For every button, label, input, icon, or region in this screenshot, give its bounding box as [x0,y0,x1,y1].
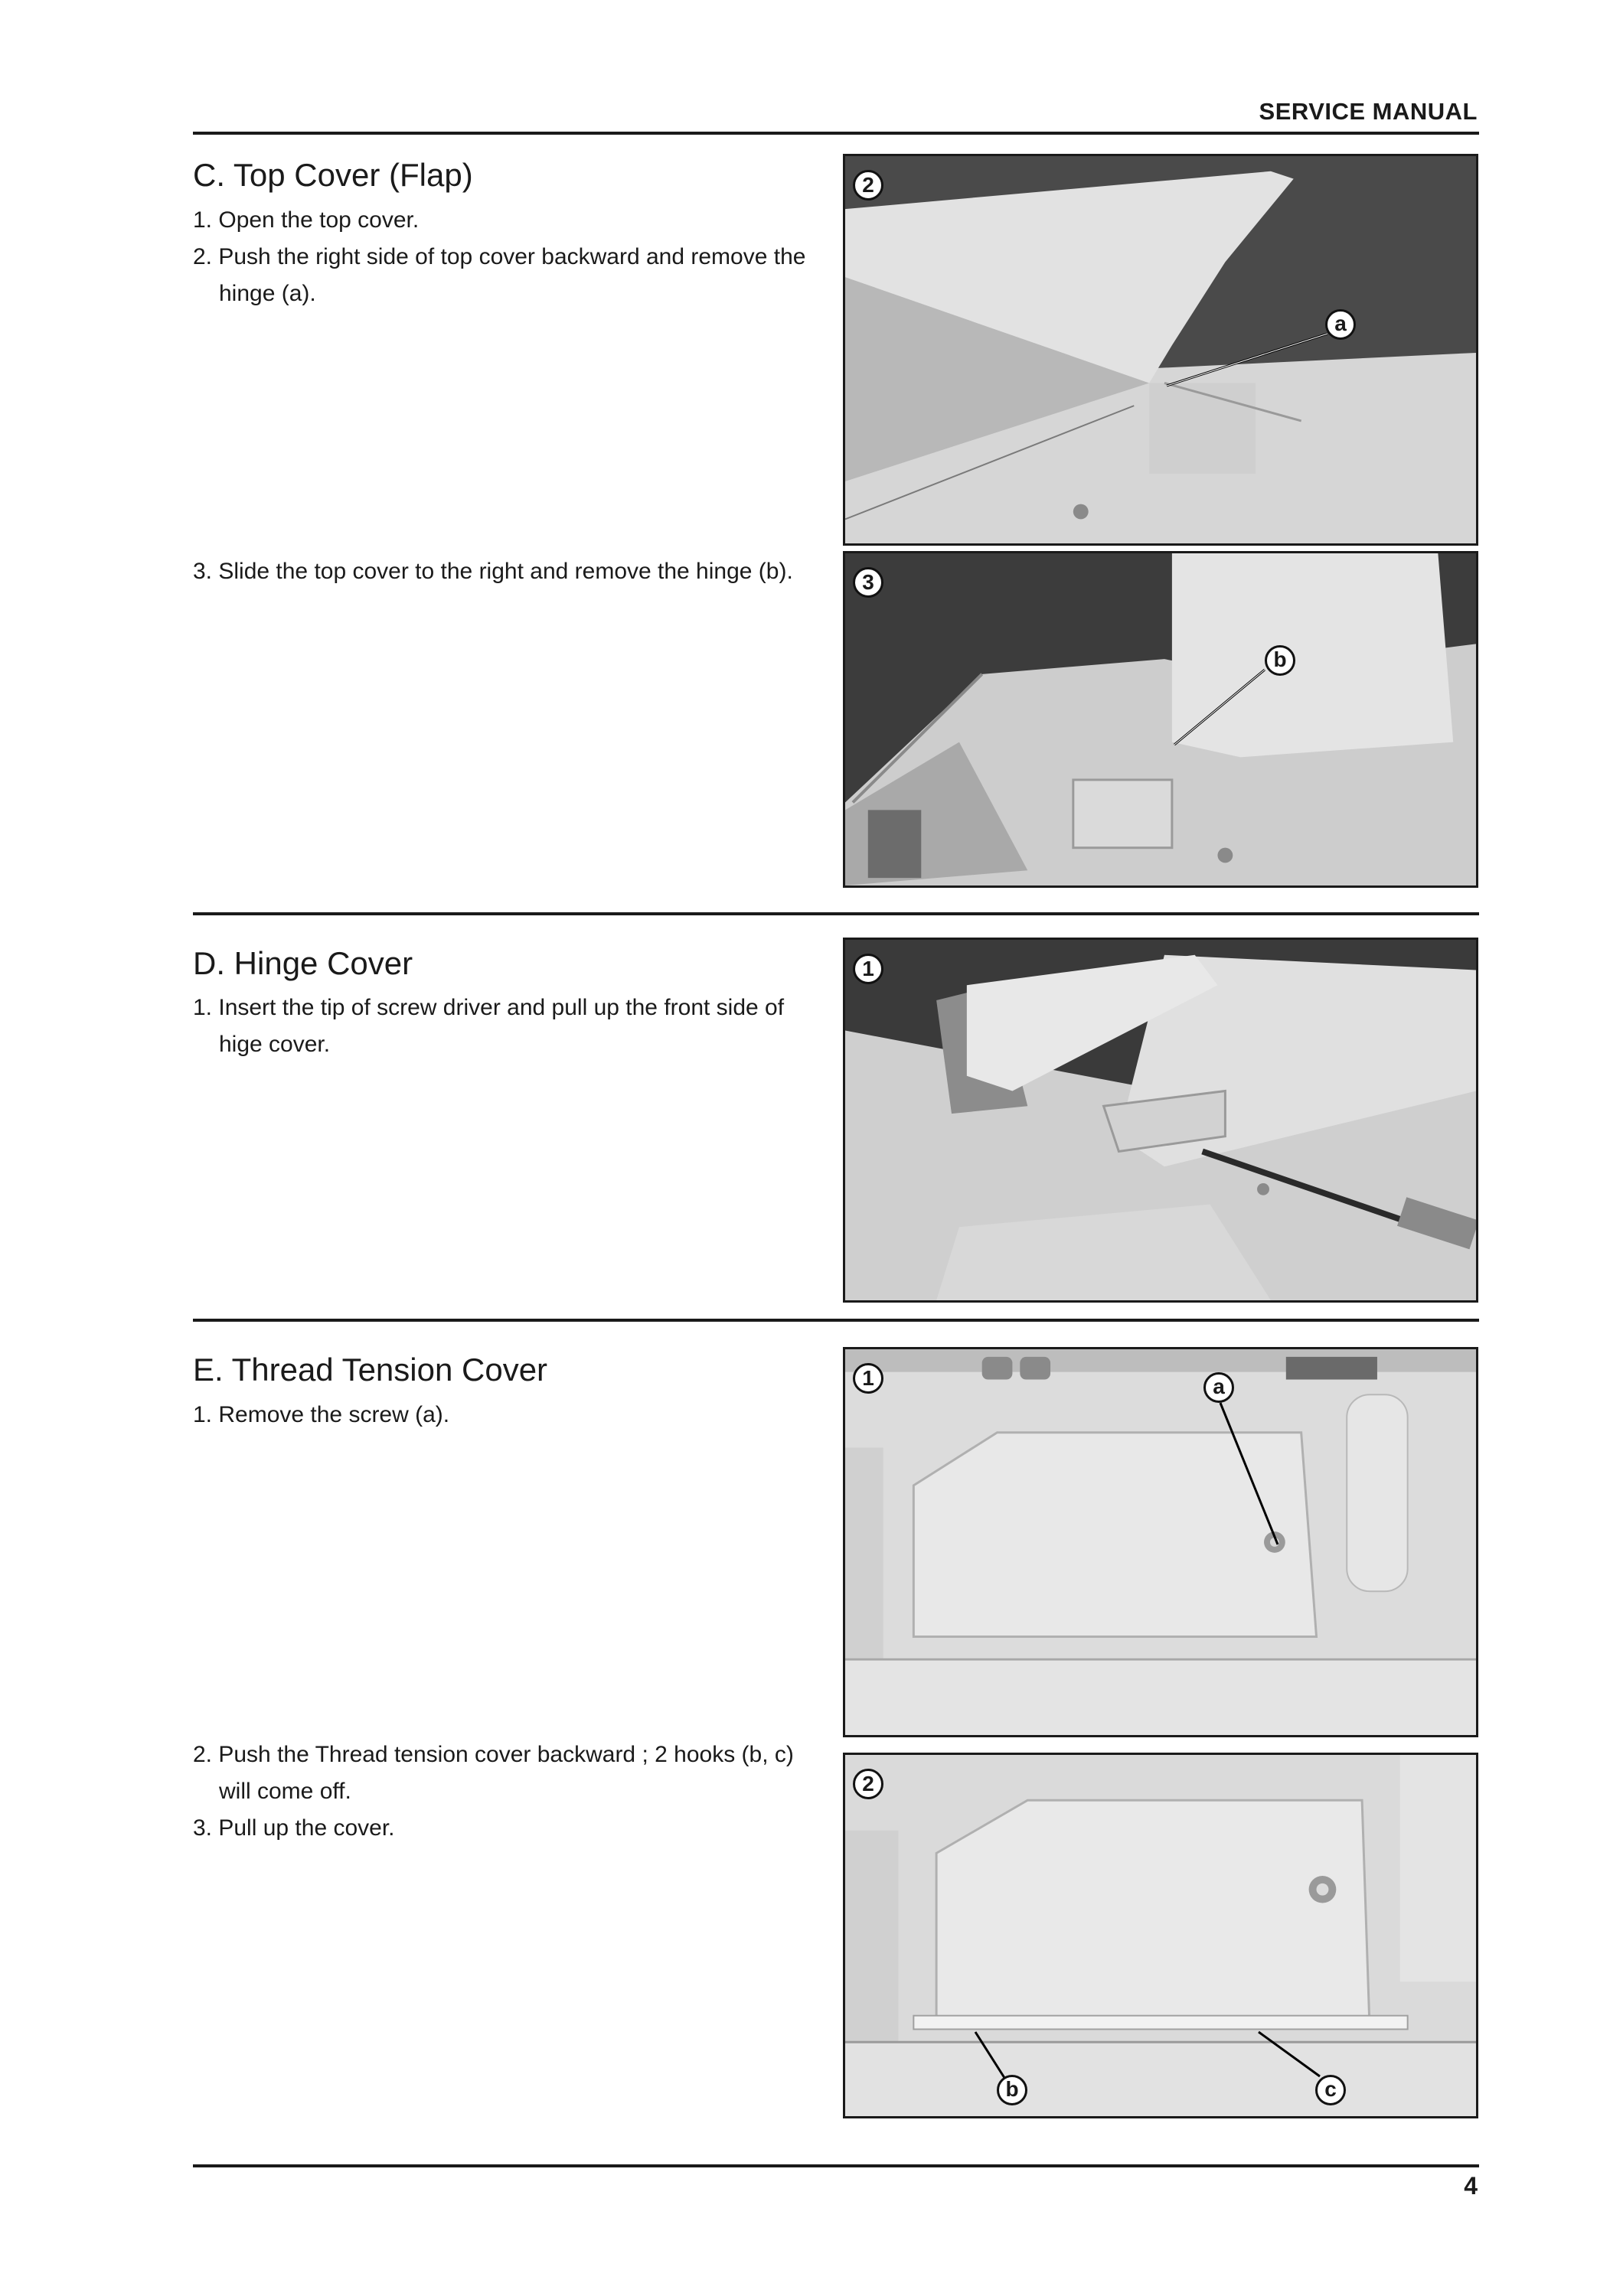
section-c-steps-b [193,553,821,590]
step-e-2: 2. Push the Thread tension cover backward ; 2 hooks (b, c) will come off. [193,1742,794,1804]
photo-hinge-cover-step-1 [843,938,1478,1303]
photo-top-cover-step-3 [843,551,1478,888]
page-number: 4 [1464,2172,1478,2200]
callout-leader-line [845,156,1478,546]
section-d-steps [193,990,821,1063]
step-e-3: 3. Pull up the cover. [193,1815,395,1841]
photo-thread-tension-cover-step-2 [843,1753,1478,2118]
step-badge: 3 [853,567,883,598]
header-title: SERVICE MANUAL [1259,98,1478,125]
section-e-steps-b [193,1737,821,1847]
step-e-1: 1. Remove the screw (a). [193,1402,450,1427]
header-rule [193,132,1479,135]
callout-leader-line [845,553,1478,888]
step-badge: 1 [853,954,883,984]
callout-leader-lines [845,1755,1478,2118]
section-divider [193,1319,1479,1322]
callout-a: a [1325,309,1356,340]
step-c-2: 2. Push the right side of top cover backward and remove the hinge (a). [193,244,806,306]
section-title-hinge-cover: D. Hinge Cover [193,945,413,981]
section-title-top-cover: C. Top Cover (Flap) [193,157,473,193]
callout-leader-line [845,1349,1478,1737]
step-badge: 2 [853,1769,883,1799]
callout-a: a [1203,1372,1234,1403]
step-badge: 1 [853,1363,883,1394]
callout-b: b [1265,645,1295,676]
callout-b: b [997,2075,1027,2105]
section-c-steps-a [193,202,821,312]
footer-rule [193,2164,1479,2167]
step-d-1: 1. Insert the tip of screw driver and pull up the front side of hige cover. [193,995,785,1057]
callout-c: c [1315,2075,1346,2105]
photo-thread-tension-cover-step-1 [843,1347,1478,1737]
section-e-steps-a [193,1397,821,1433]
section-title-thread-tension-cover: E. Thread Tension Cover [193,1352,548,1388]
section-divider [193,912,1479,915]
photo-top-cover-step-2 [843,154,1478,546]
step-c-1: 1. Open the top cover. [193,207,420,233]
step-badge: 2 [853,170,883,201]
step-c-3: 3. Slide the top cover to the right and remove the hinge (b). [193,559,793,584]
